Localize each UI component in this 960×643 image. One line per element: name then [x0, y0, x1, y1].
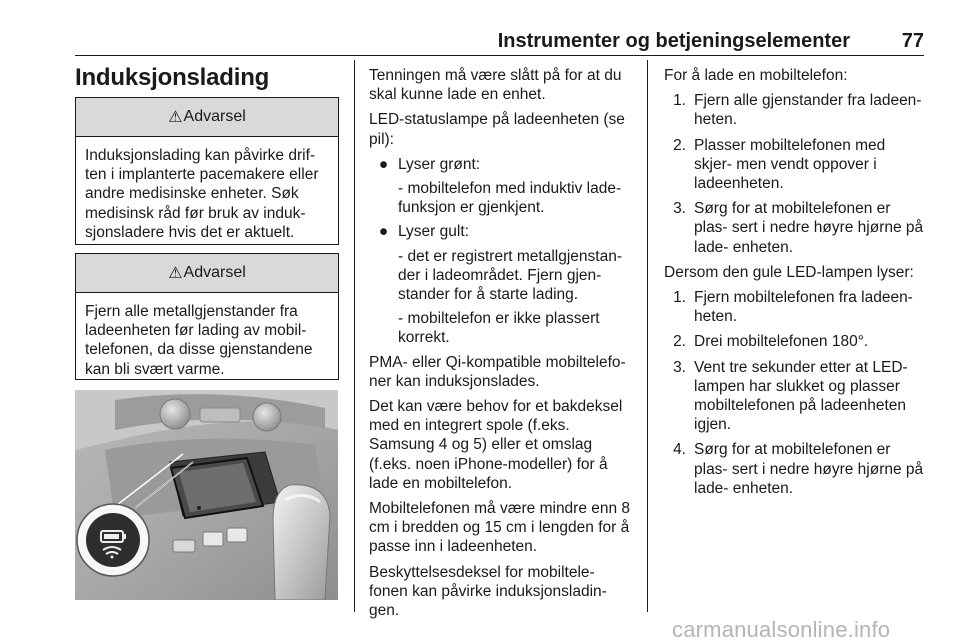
- step-number: 1.: [673, 289, 686, 307]
- warning-box-1: [75, 97, 339, 245]
- bullet-label: Lyser gult:: [398, 223, 469, 241]
- paragraph: Beskyttelsesdeksel for mobiltele- fonen kan påvirke induksjonsladin- gen.: [369, 563, 607, 620]
- warning-triangle-icon: ⚠: [168, 109, 183, 126]
- paragraph: Tenningen må være slått på for at du skal kunne lade en enhet.: [369, 67, 622, 104]
- bullet-detail: - det er registrert metallgjenstan- der i ladeområdet. Fjern gjen- stander for å starte lading.: [398, 247, 622, 304]
- charging-pad-illustration: [75, 390, 338, 600]
- list-item: [664, 136, 926, 194]
- step-number: 3.: [673, 200, 686, 218]
- list-item: [664, 440, 926, 498]
- list-item: [369, 155, 635, 174]
- step-text: Fjern alle gjenstander fra ladeen- heten.: [694, 92, 922, 129]
- warning-text: Fjern alle metallgjenstander fra ladeenheten før lading av mobil- telefonen, da disse gjenstandene kan bli svært varme.: [85, 303, 313, 378]
- warning-header: [76, 254, 338, 293]
- list-item: [664, 332, 926, 351]
- step-text: Drei mobiltelefonen 180°.: [694, 333, 869, 351]
- column-divider-right: [647, 60, 648, 612]
- step-text: Sørg for at mobiltelefonen er plas- sert i nedre høyre hjørne på lade- enheten.: [694, 200, 924, 256]
- bullet-icon: ●: [378, 223, 389, 241]
- warning-label: Advarsel: [183, 108, 246, 125]
- paragraph: Det kan være behov for et bakdeksel med en integrert spole (f.eks. Samsung 4 og 5) eller et omslag (f.eks. noen iPhone-modeller) for å lade en mobiltelefon.: [369, 398, 623, 492]
- warning-label: Advarsel: [183, 264, 246, 281]
- list-item: [664, 199, 926, 257]
- watermark: carmanualsonline.info: [672, 617, 891, 642]
- step-text: Fjern mobiltelefonen fra ladeen- heten.: [694, 289, 913, 326]
- step-text: Sørg for at mobiltelefonen er plas- sert i nedre høyre hjørne på lade- enheten.: [694, 441, 924, 497]
- paragraph: Mobiltelefonen må være mindre enn 8 cm i bredden og 15 cm i lengden for å passe inn i ladeenheten.: [369, 500, 631, 556]
- step-number: 3.: [673, 358, 686, 376]
- column-divider-left: [354, 60, 355, 612]
- page-number: 77: [901, 30, 924, 52]
- paragraph: PMA- eller Qi-kompatible mobiltelefo- ner kan induksjonslades.: [369, 353, 626, 390]
- bullet-detail: - mobiltelefon med induktiv lade- funksjon er gjenkjent.: [398, 180, 622, 217]
- warning-triangle-icon: ⚠: [168, 265, 183, 282]
- middle-column: [369, 66, 635, 626]
- bullet-detail: - mobiltelefon er ikke plassert korrekt.: [398, 310, 600, 347]
- bullet-label: Lyser grønt:: [398, 155, 481, 173]
- warning-header: [76, 98, 338, 137]
- list-item: [664, 358, 926, 435]
- paragraph: LED-statuslampe på ladeenheten (se pil):: [369, 111, 625, 148]
- list-item: [664, 288, 926, 326]
- step-text: Vent tre sekunder etter at LED- lampen har slukket og plasser mobiltelefonen på ladeenheten igjen.: [694, 358, 908, 434]
- list-item: [664, 91, 926, 129]
- step-text: Plasser mobiltelefonen med skjer- men vendt oppover i ladeenheten.: [694, 136, 886, 193]
- step-number: 2.: [673, 136, 686, 154]
- header-rule: [75, 55, 924, 56]
- step-number: 2.: [673, 333, 686, 351]
- section-title: Induksjonslading: [75, 64, 270, 91]
- list-item: [369, 222, 635, 241]
- paragraph: For å lade en mobiltelefon:: [664, 67, 848, 84]
- header-title: Instrumenter og betjeningselementer: [497, 30, 850, 52]
- warning-box-2: [75, 253, 339, 380]
- warning-text: Induksjonslading kan påvirke drif- ten i implanterte pacemakere eller andre medisinske enheter. Søk medisinsk råd før bruk av induk- sjonsladere hvis det er aktuelt.: [85, 147, 319, 241]
- step-number: 4.: [673, 441, 686, 459]
- right-column: [664, 66, 926, 504]
- bullet-icon: ●: [378, 155, 389, 173]
- paragraph: Dersom den gule LED-lampen lyser:: [664, 263, 914, 281]
- step-number: 1.: [673, 92, 686, 110]
